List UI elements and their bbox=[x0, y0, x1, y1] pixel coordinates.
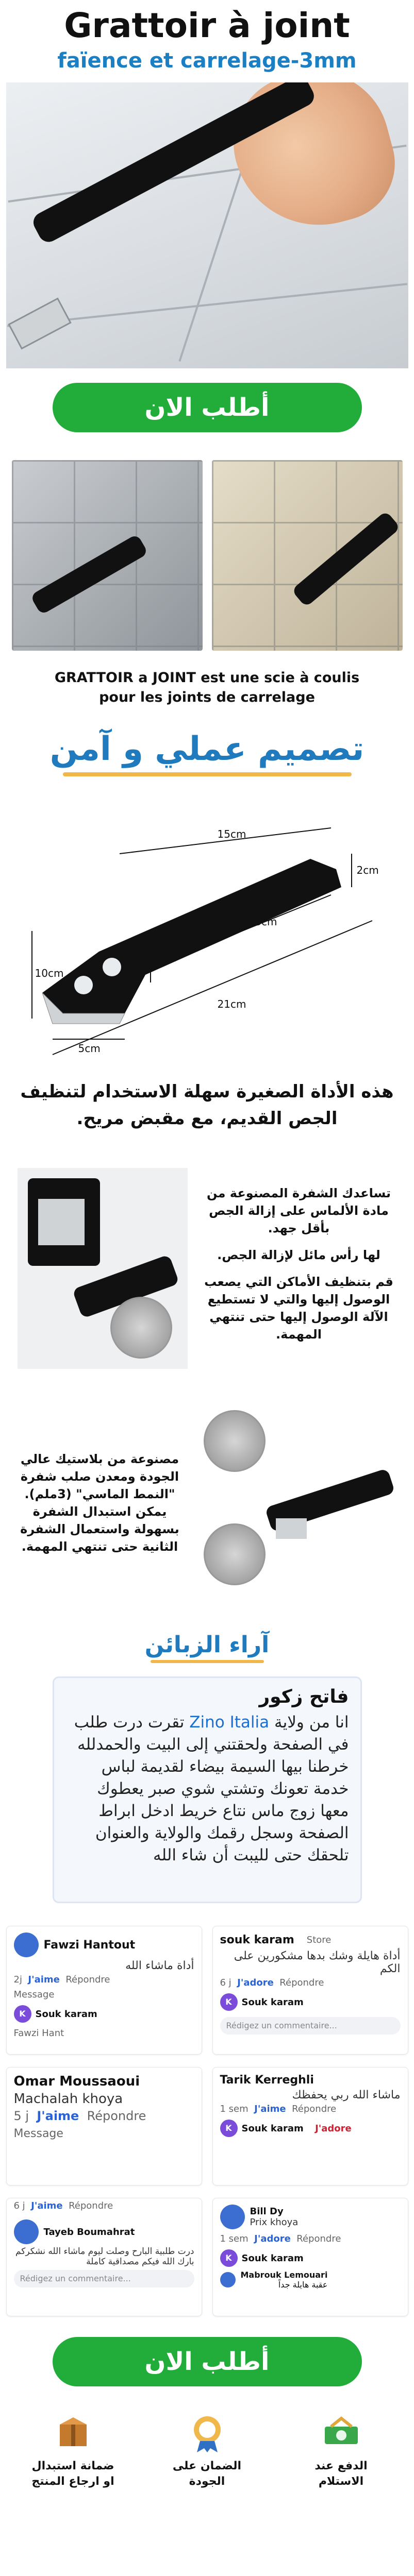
delivery-box-icon bbox=[53, 2412, 94, 2453]
cash-on-delivery-icon bbox=[321, 2412, 362, 2453]
product-caption: GRATTOIR a JOINT est une scie à coulis pour les joints de carrelage bbox=[54, 670, 360, 705]
dim-label: 6cm bbox=[154, 952, 177, 964]
comment-input[interactable]: Rédigez un commentaire... bbox=[14, 2270, 194, 2287]
page-reply: K Souk karam bbox=[213, 2246, 408, 2270]
comment-text: درت طلبية البارح وصلت ليوم ماشاء الله نشكركم بارك الله فيكم مصداقية كاملة bbox=[15, 2246, 194, 2267]
commenter-name: Tayeb Boumahrat bbox=[43, 2226, 135, 2238]
title-underline bbox=[63, 772, 352, 776]
feature-blade-text: تساعدك الشفرة المصنوعة من مادة الألماس على إزالة الجص بأقل جهد. لها رأس مائل لإزالة الجص. قم بتنظيف الأماكن التي يصعب الوصول إليها والتي لا تستطيع الآلة الوصول إليها حتى تنتهي المهمة. bbox=[204, 1186, 393, 1342]
reviews-section-title: آراء الزبائن bbox=[144, 1632, 270, 1658]
feature-materials-text: مصنوعة من بلاستيك عالي الجودة ومعدن صلب شفرة "النمط الماسي" (3ملم). يمكن استبدال الشفرة بسهولة واستعمال الشفرة الثانية حتى تنتهي المهمة. bbox=[20, 1452, 179, 1554]
like-link[interactable]: J'adore bbox=[237, 1977, 274, 1988]
badge-return: ضمانة استبدال او ارجاع المنتج bbox=[27, 2412, 120, 2489]
page-reply: K Souk karam bbox=[213, 1990, 408, 2014]
feature-blade-image bbox=[18, 1168, 188, 1369]
page-subtitle: faïence et carrelage-3mm bbox=[57, 49, 357, 73]
like-link[interactable]: J'aime bbox=[31, 2200, 63, 2211]
comment-meta: 1 sem J'aime Répondre bbox=[220, 2104, 337, 2114]
review-card: Fawzi Hantout أداة ماشاء الله 2j J'aime Répondre Message K Souk karam Fawzi Hant bbox=[6, 1926, 202, 2055]
like-link[interactable]: J'aime bbox=[37, 2109, 79, 2123]
page-reply: K Souk karam J'adore bbox=[213, 2116, 408, 2140]
avatar bbox=[220, 2205, 245, 2229]
commenter-name: Fawzi Hantout bbox=[43, 1938, 136, 1952]
comment-meta: 6 j J'adore Répondre bbox=[220, 1977, 324, 1988]
comment-meta: 1 sem J'adore Répondre bbox=[220, 2233, 341, 2244]
comment-text: Machalah khoya bbox=[13, 2091, 123, 2107]
dim-label: 13cm bbox=[248, 916, 277, 928]
review-card bbox=[212, 2067, 408, 2185]
reply-link[interactable]: Répondre bbox=[65, 1974, 110, 1985]
comment-meta: 6 j J'aime Répondre bbox=[13, 2200, 113, 2211]
dimensions-diagram bbox=[22, 797, 393, 1065]
dim-label: 15cm bbox=[217, 828, 246, 840]
badge-quality: الضمان على الجودة bbox=[161, 2412, 254, 2489]
usage-photo-beige-tiles bbox=[212, 460, 403, 651]
comment-meta: 5 j J'aime Répondre bbox=[13, 2109, 146, 2123]
product-description: هذه الأداة الصغيرة سهلة الاستخدام لتنظيف الجص القديم، مع مقبض مريح. bbox=[20, 1081, 394, 1129]
page-title: Grattoir à joint bbox=[64, 6, 350, 45]
title-underline bbox=[151, 1660, 264, 1663]
hero-image bbox=[6, 82, 408, 368]
page-header bbox=[0, 0, 414, 82]
review-cards bbox=[0, 1926, 414, 2316]
like-link[interactable]: J'aime bbox=[254, 2104, 286, 2114]
comment-text: أداة هايلة وشك بدها مشكورين على الكم bbox=[234, 1950, 401, 1975]
feature-materials bbox=[0, 1405, 414, 1601]
reply-link[interactable]: Répondre bbox=[87, 2109, 146, 2123]
review-body: انا من ولاية Zino Italia تقرت درت طلب في الصفحة ولحقتني إلى البيت والحمدلله خرطنا بيها السيمة بيضاء لقديمة لباس خدمة تعونك وتشتي شوي صبر يعطوك معها زوج ماس نتاع خريط ادخل ابراط الصفحة وسجل رقمك والولاية والعنوان تلحقك حتى لليبت أن شاء الله bbox=[74, 1713, 349, 1865]
reply-link[interactable]: Répondre bbox=[292, 2104, 337, 2114]
feature-blade bbox=[0, 1168, 414, 1369]
avatar bbox=[14, 1933, 39, 1957]
dim-label: 5cm bbox=[78, 1042, 101, 1055]
dim-label: 2cm bbox=[356, 864, 379, 876]
reply-link[interactable]: Répondre bbox=[69, 2200, 113, 2211]
dim-label: 10cm bbox=[35, 967, 64, 979]
commenter-name: Tarik Kerreghli bbox=[220, 2074, 314, 2087]
review-card bbox=[6, 2198, 202, 2316]
trust-badges bbox=[0, 2412, 414, 2489]
comment-text: أداة ماشاء الله bbox=[125, 1959, 194, 1972]
comment-input[interactable]: Rédigez un commentaire... bbox=[220, 2017, 401, 2035]
usage-photo-dark-tiles bbox=[12, 460, 203, 651]
design-section-title: تصميم عملي و آمن bbox=[49, 730, 365, 768]
like-link[interactable]: J'aime bbox=[28, 1974, 60, 1985]
blade-shape bbox=[8, 297, 71, 349]
commenter-name: souk karam bbox=[220, 1934, 294, 1946]
order-now-button[interactable]: أطلب الان bbox=[53, 383, 362, 432]
usage-photos bbox=[0, 460, 414, 651]
feature-materials-image bbox=[198, 1405, 400, 1601]
review-card: Omar Moussaoui Machalah khoya 5 j J'aime Répondre Message bbox=[6, 2067, 202, 2185]
badge-cod: الدفع عند الاستلام bbox=[295, 2412, 388, 2489]
dim-label: 21cm bbox=[217, 998, 246, 1010]
review-card: souk karam Store أداة هايلة وشك بدها مشكورين على الكم 6 j J'adore Répondre K Souk karam Rédigez un commentaire... bbox=[212, 1926, 408, 2055]
comment-text: ماشاء الله ربي يحفظك bbox=[292, 2089, 401, 2102]
avatar bbox=[220, 2272, 236, 2287]
commenter-name: Omar Moussaoui bbox=[13, 2074, 140, 2089]
featured-review bbox=[53, 1676, 362, 1903]
reply-link[interactable]: Répondre bbox=[279, 1977, 324, 1988]
page-reply: K Souk karam bbox=[7, 2002, 202, 2026]
comment-meta: 2j J'aime Répondre bbox=[13, 1974, 110, 1985]
reply-link[interactable]: Répondre bbox=[296, 2233, 341, 2244]
commenter-name: Bill Dy bbox=[250, 2206, 284, 2217]
like-link[interactable]: J'adore bbox=[254, 2233, 291, 2244]
tool-outline bbox=[22, 797, 393, 1065]
quality-badge-icon bbox=[187, 2412, 228, 2453]
avatar bbox=[14, 2219, 39, 2244]
comment-text: Prix khoya bbox=[250, 2217, 299, 2228]
order-now-button-bottom[interactable]: أطلب الان bbox=[53, 2337, 362, 2386]
reviewer-name: فاتح زكور bbox=[259, 1686, 349, 1707]
review-card: Bill Dy Prix khoya 1 sem J'adore Répondre K Souk karam Mabrouk Lemouari عقبة هايلة جداً bbox=[212, 2198, 408, 2316]
